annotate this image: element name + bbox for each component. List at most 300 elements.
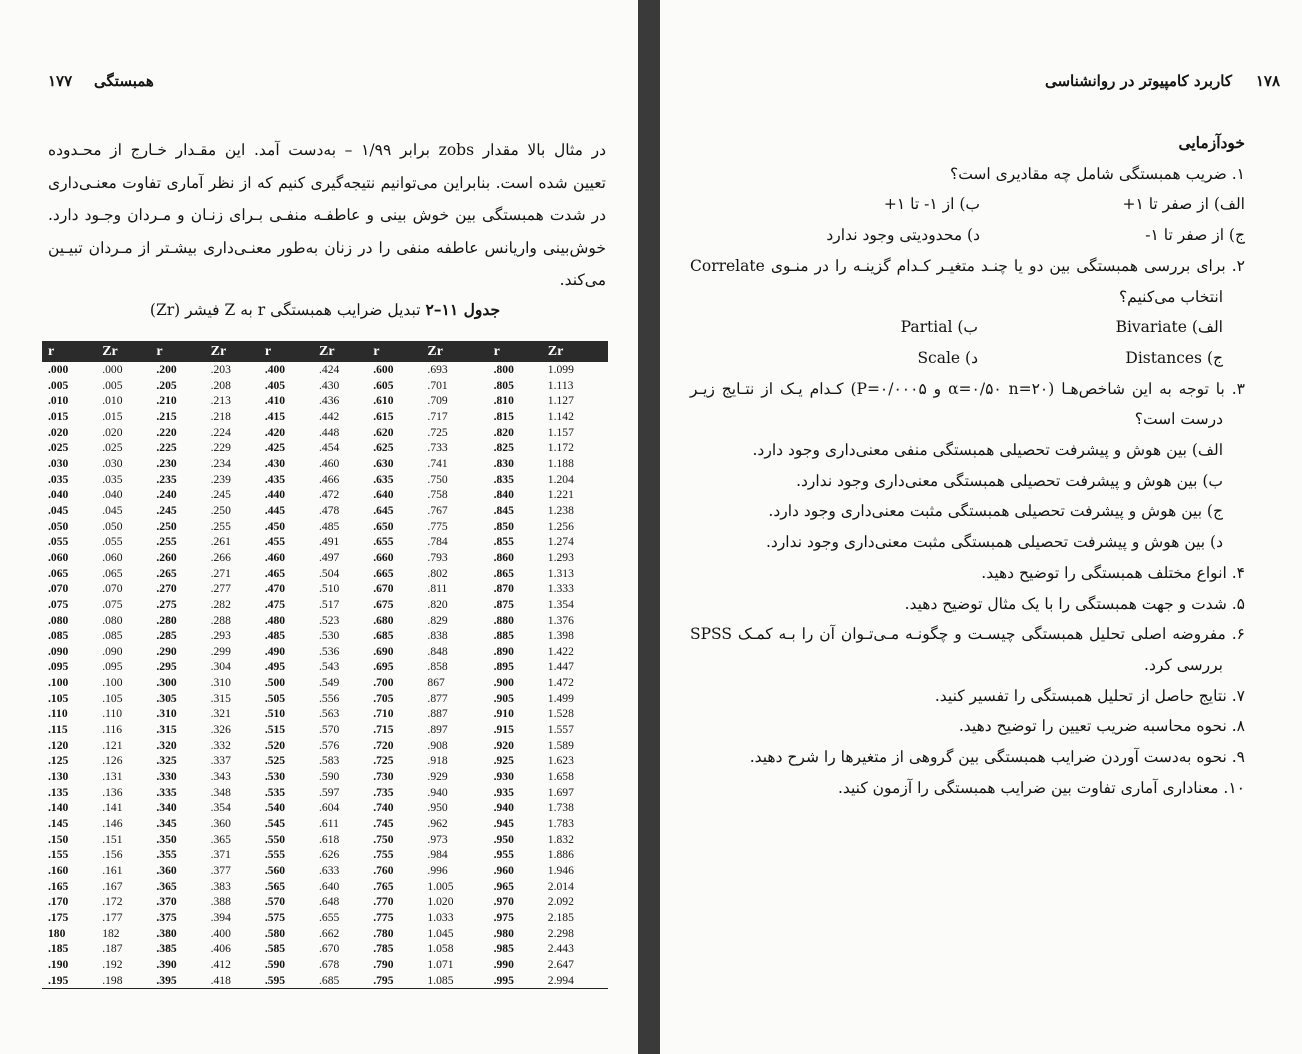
r-value-cell: .885 (493, 629, 514, 643)
r-value-cell: .770 (373, 895, 394, 909)
r-value-cell: .500 (264, 676, 286, 690)
r-value-cell: .595 (259, 973, 313, 989)
zr-value-cell: 1.333 (547, 582, 574, 596)
question-3-continued: درست است؟ (1134, 410, 1223, 429)
zr-value-cell: .717 (427, 409, 448, 423)
r-value-cell: .360 (156, 864, 177, 877)
table-row (42, 691, 608, 707)
zr-value-cell: .418 (205, 973, 259, 989)
zr-value-cell: 1.354 (547, 597, 574, 611)
table-row (42, 597, 608, 613)
q2-option-b: ب) Partial (900, 318, 978, 337)
r-value-cell: .555 (264, 848, 286, 862)
table-row (42, 581, 608, 597)
r-value-cell: .590 (264, 957, 286, 971)
table-row (42, 613, 608, 629)
zr-value-cell: .045 (102, 503, 123, 517)
r-value-cell: .330 (156, 770, 177, 784)
r-value-cell: .055 (48, 535, 69, 549)
table-row (42, 832, 608, 848)
r-value-cell: .165 (48, 879, 69, 893)
zr-value-cell: .829 (427, 613, 448, 627)
r-value-cell: .805 (493, 378, 514, 392)
r-value-cell: .740 (373, 801, 394, 815)
table-row (42, 425, 608, 441)
question-2-continued: انتخاب می‌کنیم؟ (1118, 287, 1223, 306)
zr-value-cell: .670 (319, 942, 340, 956)
table-row (42, 362, 608, 378)
zr-value-cell: .156 (102, 848, 123, 862)
r-value-cell: .225 (156, 441, 177, 455)
right-page-number: ۱۷۸ (1255, 72, 1280, 90)
zr-value-cell: 2.185 (547, 910, 574, 924)
r-value-cell: .240 (156, 488, 177, 502)
zr-value-cell: .996 (427, 864, 448, 877)
r-value-cell: .705 (373, 691, 394, 705)
r-value-cell: .155 (48, 848, 69, 862)
zr-value-cell: .549 (319, 676, 340, 690)
zr-value-cell: .136 (102, 785, 123, 799)
left-page-number: ۱۷۷ (48, 72, 73, 90)
zr-value-cell: .448 (319, 425, 340, 439)
r-value-cell: .510 (264, 707, 286, 721)
zr-value-cell: 1.738 (547, 801, 574, 815)
r-value-cell: .190 (48, 957, 69, 971)
zr-value-cell: .255 (210, 519, 231, 533)
zr-value-cell: .767 (427, 503, 448, 517)
table-row (42, 706, 608, 722)
zr-value-cell: .793 (427, 550, 448, 564)
question-2: ۲. برای بررسی همبستگی بین دو یا چنـد متغیـر کـدام گزینـه را در منـوی Correlate (690, 256, 1245, 275)
table-row (42, 941, 608, 957)
r-value-cell: .110 (48, 707, 68, 721)
r-value-cell: .795 (367, 973, 421, 989)
zr-value-cell: 2.014 (547, 879, 574, 893)
zr-value-cell: .733 (427, 441, 448, 455)
table-row (42, 456, 608, 472)
r-value-cell: .845 (493, 503, 514, 517)
r-value-cell: .045 (48, 503, 69, 517)
zr-value-cell: 1.157 (547, 425, 574, 439)
r-value-cell: .965 (493, 879, 514, 893)
r-value-cell: .505 (264, 691, 286, 705)
r-value-cell: .435 (264, 472, 286, 486)
r-value-cell: .220 (156, 425, 177, 439)
r-value-cell: .715 (373, 723, 394, 737)
zr-value-cell: .218 (210, 409, 231, 423)
zr-value-cell: .315 (210, 691, 231, 705)
zr-value-cell: .383 (210, 879, 231, 893)
r-value-cell: .685 (373, 629, 394, 643)
zr-value-cell: .485 (319, 519, 340, 533)
r-value-cell: .420 (264, 425, 286, 439)
table-row (42, 957, 608, 973)
q3-option-b: ب) بین هوش و پیشرفت تحصیلی همبستگی معنی‌داری وجود ندارد. (796, 471, 1223, 490)
r-value-cell: .325 (156, 754, 177, 768)
zr-value-cell: .648 (319, 895, 340, 909)
paragraph-line: خوش‌بینی واریانس عاطفه منفی را در زنان به‌طور معنـی‌داری بیشـتر از مـردان تبیـین (48, 238, 606, 257)
r-value-cell: .345 (156, 817, 177, 831)
table-row (42, 894, 608, 910)
zr-value-cell: .365 (210, 832, 231, 846)
zr-value-cell: .536 (319, 644, 340, 658)
question-2-options-row-2 (690, 343, 1245, 374)
zr-value-cell: .962 (427, 817, 448, 831)
zr-value-cell: .604 (319, 801, 340, 815)
zr-value-cell: .973 (427, 832, 448, 846)
table-row (42, 910, 608, 926)
zr-value-cell: 1.886 (547, 848, 574, 862)
r-value-cell: .950 (493, 832, 514, 846)
column-header-r: r (150, 341, 204, 362)
section-title: خودآزمایی (1178, 133, 1245, 152)
r-value-cell: .540 (264, 801, 286, 815)
r-value-cell: .370 (156, 895, 177, 909)
zr-value-cell: .010 (102, 394, 123, 408)
zr-value-cell: .576 (319, 738, 340, 752)
zr-value-cell: .388 (210, 895, 231, 909)
r-value-cell: .170 (48, 895, 69, 909)
table-row (42, 785, 608, 801)
question-5: ۵. شدت و جهت همبستگی را با یک مثال توضیح دهید. (904, 594, 1245, 613)
zr-value-cell: 1.113 (547, 378, 574, 392)
table-row (42, 926, 608, 942)
r-value-cell: .315 (156, 723, 177, 737)
zr-value-cell: .491 (319, 535, 340, 549)
r-value-cell: .085 (48, 629, 69, 643)
r-value-cell: .335 (156, 785, 177, 799)
r-value-cell: .625 (373, 441, 394, 455)
table-row (42, 738, 608, 754)
r-value-cell: .210 (156, 394, 177, 408)
r-value-cell: .255 (156, 535, 177, 549)
zr-value-cell: .304 (210, 660, 231, 674)
zr-value-cell: .406 (210, 942, 231, 956)
zr-value-cell: .055 (102, 535, 123, 549)
zr-value-cell: .085 (102, 629, 123, 643)
zr-value-cell: 1.293 (547, 550, 574, 564)
table-row (42, 393, 608, 409)
r-value-cell: .350 (156, 832, 177, 846)
table-row (42, 769, 608, 785)
r-value-cell: .720 (373, 738, 394, 752)
table-row (42, 644, 608, 660)
r-value-cell: .450 (264, 519, 286, 533)
r-value-cell: .780 (373, 926, 394, 940)
zr-value-cell: 1.172 (547, 441, 574, 455)
r-value-cell: .230 (156, 456, 177, 470)
r-value-cell: .145 (48, 817, 69, 831)
r-value-cell: .300 (156, 676, 177, 690)
zr-value-cell: .802 (427, 566, 448, 580)
r-value-cell: .445 (264, 503, 286, 517)
r-value-cell: .070 (48, 582, 69, 596)
r-value-cell: .750 (373, 832, 394, 846)
zr-value-cell: 1.398 (547, 629, 574, 643)
zr-value-cell: .271 (210, 566, 231, 580)
r-value-cell: .600 (373, 363, 394, 376)
r-value-cell: .610 (373, 394, 394, 408)
r-value-cell: .000 (48, 363, 69, 376)
r-value-cell: .630 (373, 456, 394, 470)
r-value-cell: .060 (48, 550, 69, 564)
r-value-cell: .955 (493, 848, 514, 862)
r-value-cell: .755 (373, 848, 394, 862)
zr-value-cell: .436 (319, 394, 340, 408)
r-value-cell: .640 (373, 488, 394, 502)
question-1-options-row-1 (690, 189, 1245, 220)
q2-option-d: د) Scale (917, 348, 978, 367)
zr-value-cell: 1.783 (547, 817, 574, 831)
zr-value-cell: 1.020 (427, 895, 454, 909)
r-value-cell: .320 (156, 738, 177, 752)
zr-value-cell: 1.256 (547, 519, 574, 533)
zr-value-cell: .245 (210, 488, 231, 502)
zr-value-cell: .662 (319, 926, 340, 940)
zr-value-cell: 1.447 (547, 660, 574, 674)
zr-value-cell: .918 (427, 754, 448, 768)
zr-value-cell: .090 (102, 644, 123, 658)
zr-value-cell: 2.298 (547, 926, 574, 940)
column-header-zr: Zr (96, 341, 150, 362)
zr-value-cell: 1.238 (547, 503, 574, 517)
question-4: ۴. انواع مختلف همبستگی را توضیح دهید. (981, 563, 1245, 582)
r-value-cell: .120 (48, 738, 69, 752)
r-value-cell: .935 (493, 785, 514, 799)
zr-value-cell: .250 (210, 503, 231, 517)
r-value-cell: .095 (48, 660, 69, 674)
zr-value-cell: 1.557 (547, 723, 574, 737)
zr-value-cell: .065 (102, 566, 123, 580)
zr-value-cell: .472 (319, 488, 340, 502)
zr-value-cell: .080 (102, 613, 123, 627)
r-value-cell: .150 (48, 832, 69, 846)
zr-value-cell: .277 (210, 582, 231, 596)
zr-value-cell: .563 (319, 707, 340, 721)
zr-value-cell: .583 (319, 754, 340, 768)
r-value-cell: .785 (373, 942, 394, 956)
zr-value-cell: .908 (427, 738, 448, 752)
zr-value-cell: 1.623 (547, 754, 574, 768)
r-value-cell: .655 (373, 535, 394, 549)
r-value-cell: .905 (493, 691, 514, 705)
zr-value-cell: .261 (210, 535, 231, 549)
r-value-cell: .875 (493, 597, 514, 611)
zr-value-cell: .460 (319, 456, 340, 470)
r-value-cell: .030 (48, 456, 69, 470)
r-value-cell: .200 (156, 363, 177, 376)
zr-value-cell: .229 (210, 441, 231, 455)
zr-value-cell: .590 (319, 770, 340, 784)
zr-value-cell: 2.443 (547, 942, 574, 956)
zr-value-cell: 1.472 (547, 676, 574, 690)
zr-value-cell: .633 (319, 864, 340, 877)
r-value-cell: .815 (493, 409, 514, 423)
table-row (42, 378, 608, 394)
zr-value-cell: .950 (427, 801, 448, 815)
r-value-cell: .680 (373, 613, 394, 627)
r-value-cell: .765 (373, 879, 394, 893)
r-value-cell: .820 (493, 425, 514, 439)
r-value-cell: .860 (493, 550, 514, 564)
r-value-cell: .835 (493, 472, 514, 486)
zr-value-cell: .075 (102, 597, 123, 611)
r-value-cell: .660 (373, 550, 394, 564)
r-value-cell: .800 (493, 363, 514, 376)
r-value-cell: .980 (493, 926, 514, 940)
column-header-zr: Zr (542, 341, 608, 362)
r-value-cell: .855 (493, 535, 514, 549)
column-header-zr: Zr (313, 341, 367, 362)
r-value-cell: .245 (156, 503, 177, 517)
r-value-cell: .760 (373, 864, 394, 877)
zr-value-cell: .940 (427, 785, 448, 799)
r-value-cell: .485 (264, 629, 286, 643)
r-value-cell: .285 (156, 629, 177, 643)
r-value-cell: .945 (493, 817, 514, 831)
r-value-cell: .075 (48, 597, 69, 611)
zr-value-cell: .678 (319, 957, 340, 971)
table-row (42, 487, 608, 503)
zr-value-cell: 1.005 (427, 879, 454, 893)
zr-value-cell: .741 (427, 456, 448, 470)
r-value-cell: .305 (156, 691, 177, 705)
table-row (42, 566, 608, 582)
r-value-cell: .035 (48, 472, 69, 486)
book-gutter (638, 0, 660, 1054)
column-header-zr: Zr (421, 341, 487, 362)
r-value-cell: .385 (156, 942, 177, 956)
r-value-cell: .400 (264, 363, 286, 376)
r-value-cell: .260 (156, 550, 177, 564)
r-value-cell: .970 (493, 895, 514, 909)
r-value-cell: .545 (264, 817, 286, 831)
zr-value-cell: .035 (102, 472, 123, 486)
r-value-cell: .560 (264, 864, 286, 877)
r-value-cell: .365 (156, 879, 177, 893)
r-value-cell: .455 (264, 535, 286, 549)
r-value-cell: .575 (264, 910, 286, 924)
zr-value-cell: .070 (102, 582, 123, 596)
q3-option-c: ج) بین هوش و پیشرفت تحصیلی همبستگی مثبت معنی‌داری وجود دارد. (768, 502, 1223, 521)
zr-value-cell: .326 (210, 723, 231, 737)
zr-value-cell: 1.697 (547, 785, 574, 799)
zr-value-cell: .288 (210, 613, 231, 627)
r-value-cell: .160 (48, 864, 69, 877)
zr-value-cell: .213 (210, 394, 231, 408)
zr-value-cell: .377 (210, 864, 231, 877)
zr-value-cell: .877 (427, 691, 448, 705)
zr-value-cell: .005 (102, 378, 123, 392)
r-value-cell: .065 (48, 566, 69, 580)
r-value-cell: .025 (48, 441, 69, 455)
zr-value-cell: .187 (102, 942, 123, 956)
zr-value-cell: .424 (319, 363, 340, 376)
r-value-cell: .790 (373, 957, 394, 971)
table-row (42, 753, 608, 769)
zr-value-cell: 1.313 (547, 566, 574, 580)
question-10: ۱۰. معناداری آماری تفاوت بین ضرایب همبستگی را آزمون کنید. (837, 778, 1245, 797)
r-value-cell: 180 (48, 926, 66, 940)
table-row (42, 409, 608, 425)
zr-value-cell: .020 (102, 425, 123, 439)
zr-value-cell: 1.528 (547, 707, 574, 721)
zr-value-cell: 2.994 (542, 973, 608, 989)
zr-value-cell: .354 (210, 801, 231, 815)
zr-value-cell: .430 (319, 378, 340, 392)
zr-value-cell: .394 (210, 910, 231, 924)
table-row (42, 675, 608, 691)
table-row (42, 847, 608, 863)
zr-value-cell: .820 (427, 597, 448, 611)
question-9: ۹. نحوه به‌دست آوردن ضرایب همبستگی بین گروهی از متغیرها را شرح دهید. (749, 748, 1245, 767)
r-value-cell: .995 (488, 973, 542, 989)
zr-value-cell: .709 (427, 394, 448, 408)
question-6: ۶. مفروضه اصلی تحلیل همبستگی چیسـت و چگونـه مـی‌تـوان آن را بـه کمـک SPSS (690, 625, 1245, 644)
zr-value-cell: 1.204 (547, 472, 574, 486)
zr-value-cell: .146 (102, 817, 123, 831)
zr-value-cell: .504 (319, 566, 340, 580)
zr-value-cell: .050 (102, 519, 123, 533)
zr-value-cell: .784 (427, 535, 448, 549)
r-value-cell: .735 (373, 785, 394, 799)
r-value-cell: .525 (264, 754, 286, 768)
r-value-cell: .130 (48, 770, 69, 784)
r-value-cell: .665 (373, 566, 394, 580)
r-value-cell: .880 (493, 613, 514, 627)
r-value-cell: .415 (264, 409, 286, 423)
r-value-cell: .830 (493, 456, 514, 470)
zr-value-cell: .293 (210, 629, 231, 643)
r-value-cell: .135 (48, 785, 69, 799)
r-value-cell: .700 (373, 676, 394, 690)
zr-value-cell: 867 (427, 676, 445, 690)
zr-value-cell: 182 (102, 926, 120, 940)
zr-value-cell: .887 (427, 707, 448, 721)
zr-value-cell: .310 (210, 676, 231, 690)
table-row (42, 800, 608, 816)
left-page (0, 0, 638, 1054)
table-caption-number: جدول ۱۱–۲ (425, 300, 501, 319)
question-3: ۳. با توجه به این شاخص‌هـا (α=۰/۵۰ n=۲۰ و P=۰/۰۰۰۵) کـدام یـک از نتـایج زیـر (690, 379, 1245, 398)
r-value-cell: .985 (493, 942, 514, 956)
zr-value-cell: .655 (319, 910, 340, 924)
r-value-cell: .105 (48, 691, 69, 705)
zr-value-cell: 1.033 (427, 910, 454, 924)
r-value-cell: .470 (264, 582, 286, 596)
zr-value-cell: 1.589 (547, 738, 574, 752)
table-row (42, 863, 608, 879)
column-header-zr: Zr (205, 341, 259, 362)
zr-value-cell: 1.127 (547, 394, 574, 408)
zr-value-cell: 1.188 (547, 456, 574, 470)
r-value-cell: .570 (264, 895, 286, 909)
table-row (42, 440, 608, 456)
zr-value-cell: .611 (319, 817, 339, 831)
r-value-cell: .925 (493, 754, 514, 768)
r-value-cell: .290 (156, 644, 177, 658)
r-value-cell: .915 (493, 723, 514, 737)
r-value-cell: .205 (156, 378, 177, 392)
r-value-cell: .340 (156, 801, 177, 815)
r-value-cell: .310 (156, 707, 177, 721)
r-value-cell: .355 (156, 848, 177, 862)
zr-value-cell: .626 (319, 848, 340, 862)
zr-value-cell: 1.221 (547, 488, 574, 502)
zr-value-cell: .517 (319, 597, 340, 611)
r-value-cell: .620 (373, 425, 394, 439)
zr-value-cell: .337 (210, 754, 231, 768)
